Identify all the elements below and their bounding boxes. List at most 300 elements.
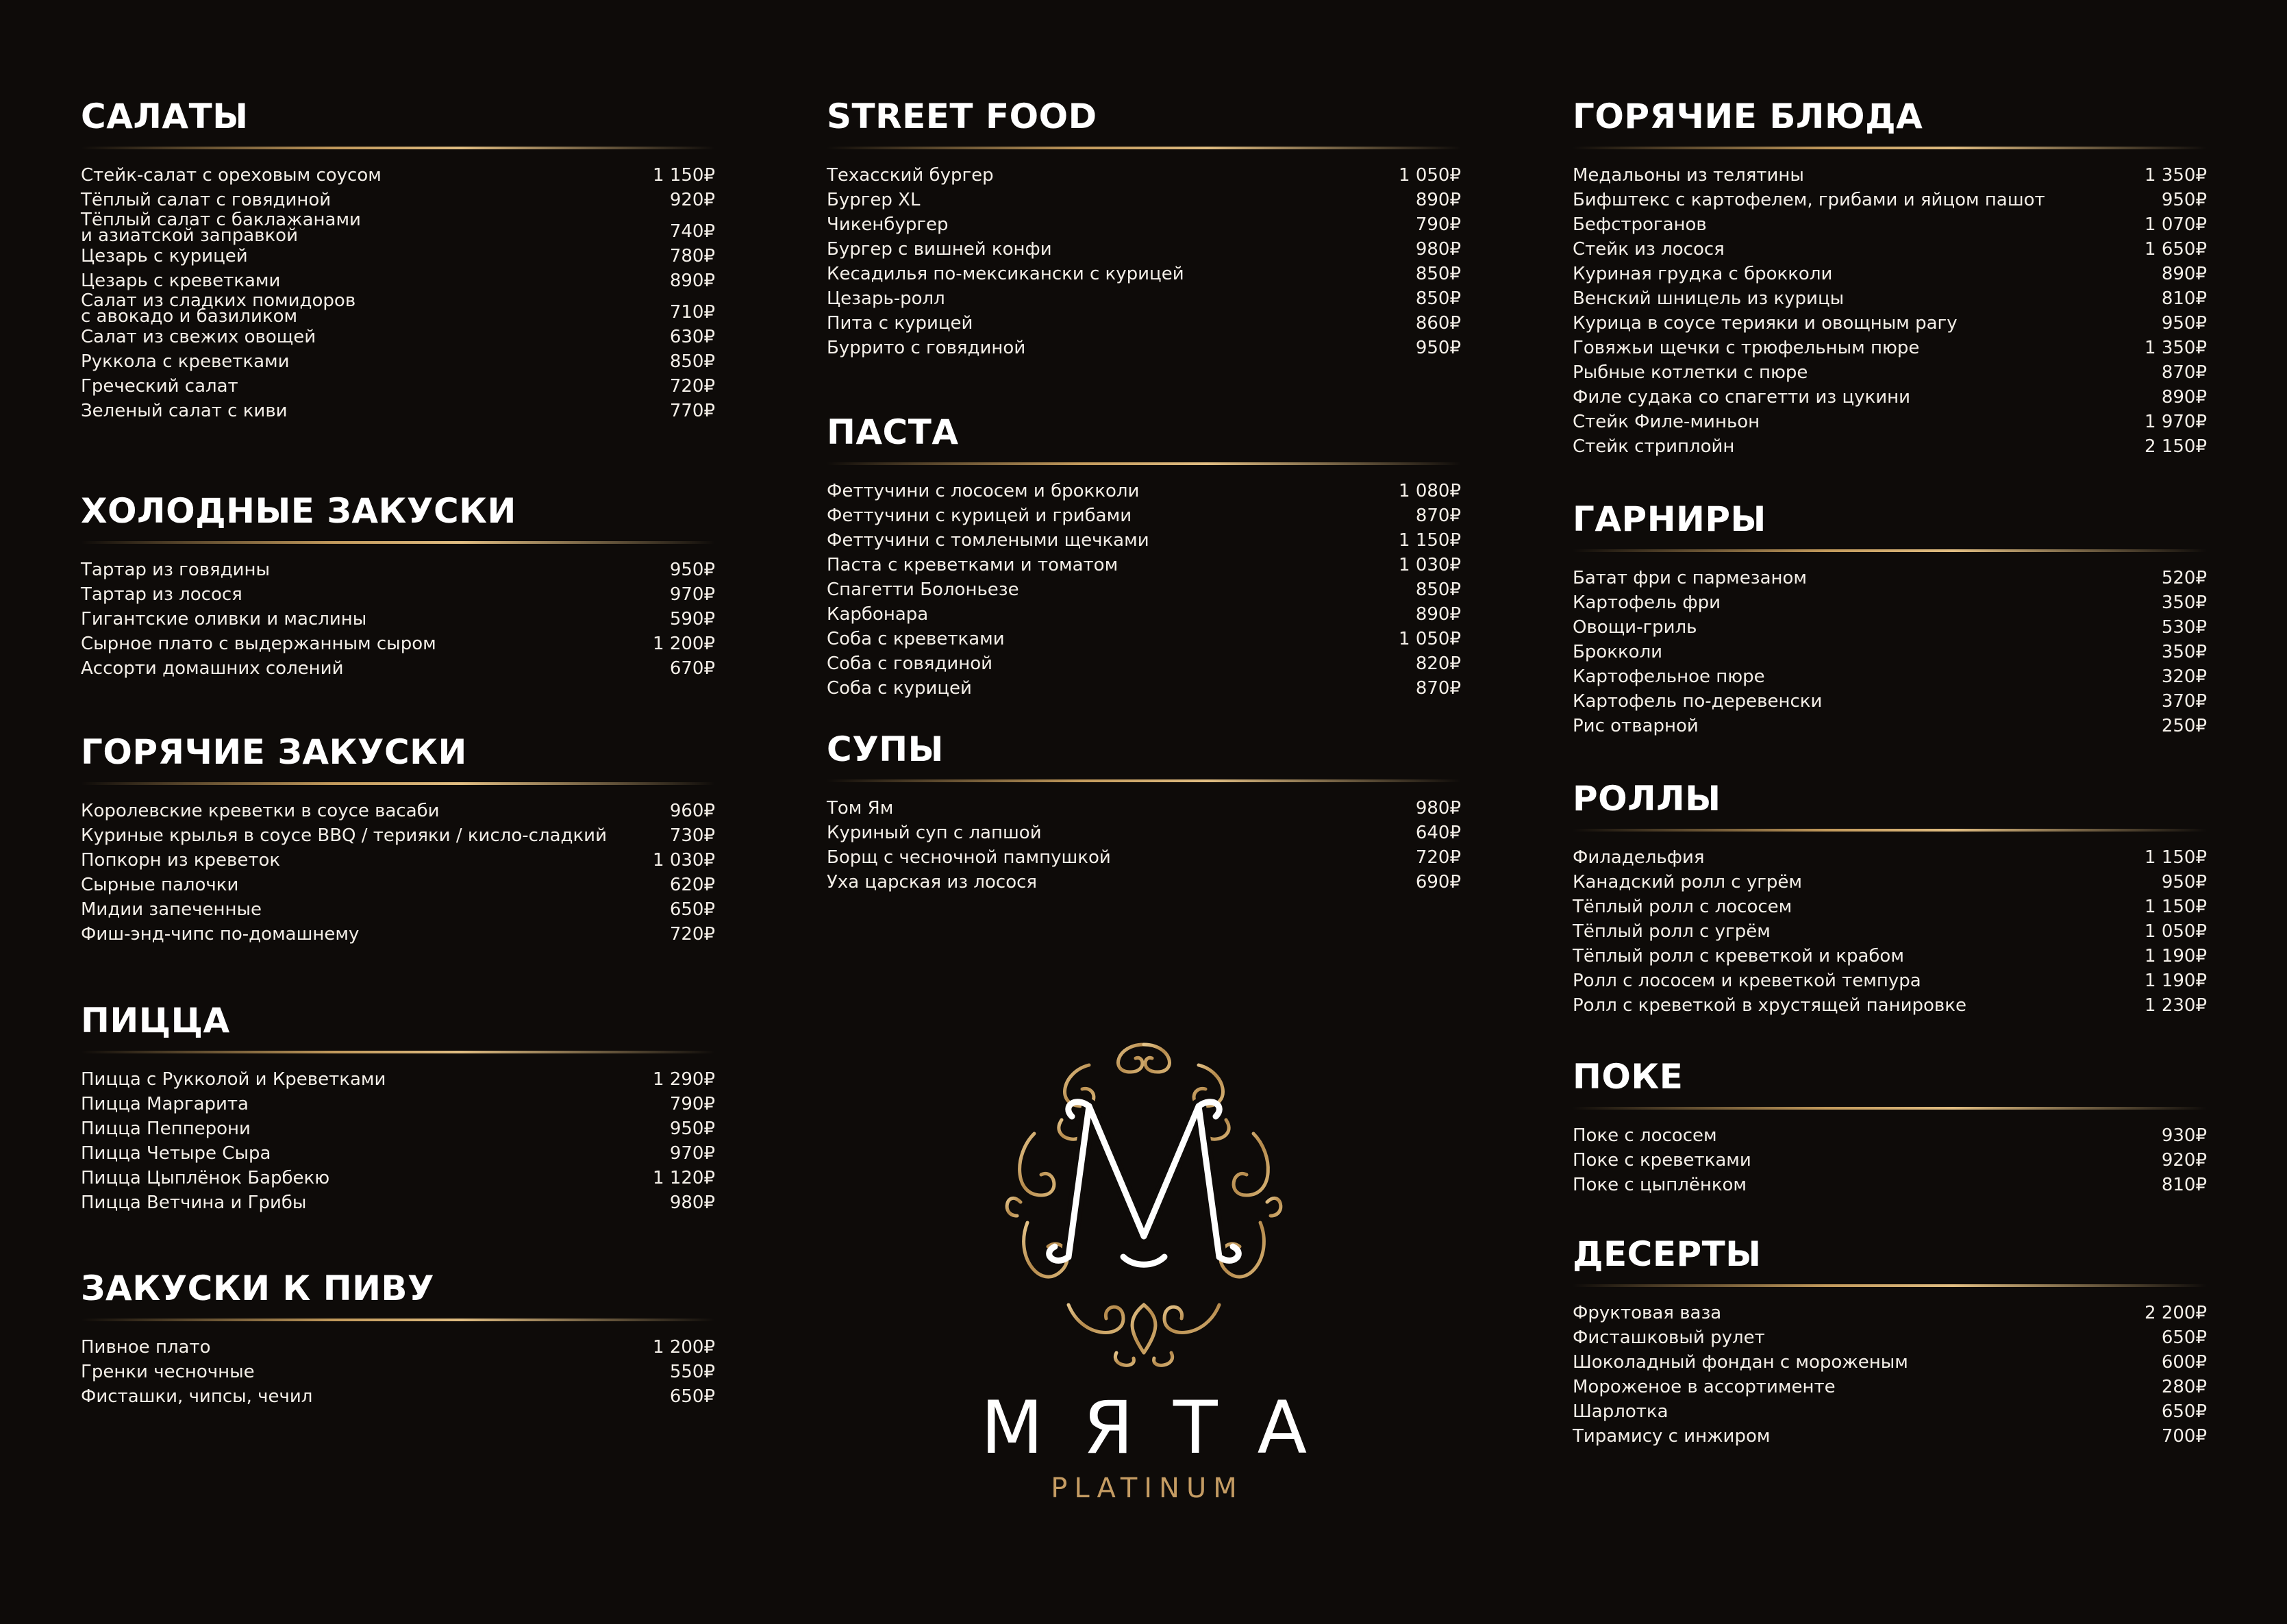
menu-item-price: 590₽ — [669, 609, 715, 629]
menu-item-price: 1 190₽ — [2145, 971, 2207, 991]
item-list — [827, 796, 1461, 895]
menu-item-price: 980₽ — [1415, 798, 1461, 819]
item-list — [1573, 566, 2207, 738]
item-list — [827, 163, 1461, 360]
menu-item-price: 520₽ — [2161, 568, 2207, 588]
section-cold-starters — [81, 490, 715, 681]
menu-item-price: 2 150₽ — [2145, 436, 2207, 457]
menu-item — [81, 244, 715, 268]
menu-item-price: 950₽ — [2161, 190, 2207, 210]
menu-item — [1573, 163, 2207, 188]
menu-item — [81, 188, 715, 212]
section-title: ГОРЯЧИЕ БЛЮДА — [1573, 97, 1923, 136]
menu-item-price: 1 350₽ — [2145, 338, 2207, 358]
menu-item — [1573, 993, 2207, 1018]
menu-item-name: Пицца Ветчина и Грибы — [81, 1192, 307, 1213]
item-list — [1573, 163, 2207, 459]
menu-item-price: 710₽ — [669, 302, 715, 323]
menu-item — [1573, 336, 2207, 360]
menu-item-name: Кесадилья по-мексикански с курицей — [827, 264, 1184, 284]
menu-item — [827, 821, 1461, 845]
menu-item-name: Гренки чесночные — [81, 1362, 255, 1382]
menu-item-price: 920₽ — [669, 190, 715, 210]
menu-item-name: Цезарь с креветками — [81, 271, 281, 291]
menu-item-price: 690₽ — [1415, 872, 1461, 892]
section-title: ГОРЯЧИЕ ЗАКУСКИ — [81, 732, 467, 772]
menu-item-price: 1 350₽ — [2145, 165, 2207, 186]
menu-item-name: Тёплый салат с баклажанами и азиатской заправкой — [81, 210, 361, 246]
menu-item-name: Пицца с Рукколой и Креветками — [81, 1069, 386, 1090]
menu-item-price: 1 230₽ — [2145, 995, 2207, 1016]
menu-item — [1573, 434, 2207, 459]
menu-item — [1573, 385, 2207, 410]
menu-item-name: Картофель по-деревенски — [1573, 691, 1823, 712]
menu-item-name: Буррито с говядиной — [827, 338, 1026, 358]
menu-item-name: Канадский ролл с угрём — [1573, 872, 1802, 892]
menu-item-price: 930₽ — [2161, 1125, 2207, 1146]
section-title: СУПЫ — [827, 729, 944, 769]
menu-item-name: Бургер XL — [827, 190, 921, 210]
menu-item-price: 650₽ — [669, 899, 715, 920]
menu-item-name: Цезарь с курицей — [81, 246, 248, 266]
gold-divider — [81, 1051, 715, 1053]
menu-item-name: Шоколадный фондан с мороженым — [1573, 1352, 1908, 1373]
menu-item-name: Стейк-салат с ореховым соусом — [81, 165, 382, 186]
section-title: САЛАТЫ — [81, 97, 249, 136]
brand-name: МЯТА — [980, 1386, 1347, 1470]
menu-item — [827, 212, 1461, 237]
menu-item-name: Медальоны из телятины — [1573, 165, 1804, 186]
menu-item — [81, 1116, 715, 1141]
menu-item — [81, 399, 715, 423]
menu-item — [827, 845, 1461, 870]
menu-item — [81, 1166, 715, 1190]
menu-item-name: Тёплый ролл с креветкой и крабом — [1573, 946, 1904, 966]
menu-item — [81, 349, 715, 374]
menu-item-name: Борщ с чесночной пампушкой — [827, 847, 1111, 868]
menu-item-price: 790₽ — [669, 1094, 715, 1114]
menu-item — [1573, 1123, 2207, 1148]
menu-item-name: Спагетти Болоньезе — [827, 579, 1019, 600]
menu-item-price: 820₽ — [1415, 653, 1461, 674]
menu-item — [827, 627, 1461, 651]
menu-item-name: Гигантские оливки и маслины — [81, 609, 367, 629]
menu-item — [827, 503, 1461, 528]
menu-item — [1573, 410, 2207, 434]
section-title: ДЕСЕРТЫ — [1573, 1234, 1762, 1274]
menu-item-price: 1 200₽ — [653, 1337, 715, 1358]
menu-item-price: 350₽ — [2161, 642, 2207, 662]
menu-item-price: 850₽ — [669, 351, 715, 372]
menu-item-name: Пицца Цыплёнок Барбекю — [81, 1168, 330, 1188]
menu-item-price: 970₽ — [669, 1143, 715, 1164]
menu-item-name: Цезарь-ролл — [827, 288, 945, 309]
menu-item-name: Салат из свежих овощей — [81, 327, 316, 347]
item-list — [81, 1335, 715, 1409]
menu-item-price: 1 150₽ — [1399, 530, 1461, 551]
menu-item-name: Фруктовая ваза — [1573, 1303, 1722, 1323]
menu-item-price: 970₽ — [669, 584, 715, 605]
menu-item-price: 1 050₽ — [1399, 165, 1461, 186]
menu-item — [827, 870, 1461, 895]
menu-item — [1573, 212, 2207, 237]
gold-divider — [81, 782, 715, 785]
menu-item-name: Стейк Филе-миньон — [1573, 412, 1760, 432]
menu-item — [81, 607, 715, 632]
menu-item-price: 890₽ — [2161, 387, 2207, 408]
section-title: РОЛЛЫ — [1573, 779, 1721, 819]
menu-item-price: 870₽ — [2161, 362, 2207, 383]
menu-item-name: Мидии запеченные — [81, 899, 262, 920]
gold-divider — [81, 1319, 715, 1321]
menu-item-name: Поке с креветками — [1573, 1150, 1751, 1171]
menu-item — [81, 212, 715, 244]
menu-item — [1573, 870, 2207, 895]
menu-item — [81, 290, 715, 327]
menu-item — [1573, 640, 2207, 664]
menu-item-price: 790₽ — [1415, 214, 1461, 235]
item-list — [81, 799, 715, 947]
section-pizza — [81, 1000, 715, 1215]
menu-item-name: Венский шницель из курицы — [1573, 288, 1845, 309]
menu-item-price: 1 050₽ — [2145, 921, 2207, 942]
menu-item-name: Тёплый ролл с лососем — [1573, 897, 1792, 917]
menu-item-price: 890₽ — [2161, 264, 2207, 284]
ornate-m-monogram-icon — [979, 1031, 1308, 1373]
menu-item — [81, 1335, 715, 1360]
menu-item — [1573, 1375, 2207, 1399]
menu-item — [1573, 1325, 2207, 1350]
item-list — [81, 1067, 715, 1215]
menu-item-name: Тёплый ролл с угрём — [1573, 921, 1771, 942]
menu-item-price: 1 120₽ — [653, 1168, 715, 1188]
section-hot-dishes — [1573, 96, 2207, 459]
menu-item — [81, 1092, 715, 1116]
menu-item-name: Ассорти домашних солений — [81, 658, 344, 679]
menu-item-name: Пицца Четыре Сыра — [81, 1143, 271, 1164]
menu-item-name: Курица в соусе терияки и овощным рагу — [1573, 313, 1958, 334]
menu-item — [1573, 188, 2207, 212]
menu-item — [827, 528, 1461, 553]
menu-item — [827, 479, 1461, 503]
menu-item-name: Руккола с креветками — [81, 351, 290, 372]
item-list — [1573, 1301, 2207, 1449]
menu-item-name: Пицца Пепперони — [81, 1119, 251, 1139]
menu-item-price: 1 050₽ — [1399, 629, 1461, 649]
menu-item — [827, 262, 1461, 286]
menu-item — [827, 651, 1461, 676]
section-rolls — [1573, 778, 2207, 1018]
gold-divider — [1573, 829, 2207, 832]
menu-item-price: 810₽ — [2161, 288, 2207, 309]
menu-item-price: 720₽ — [669, 376, 715, 397]
menu-item-price: 720₽ — [669, 924, 715, 945]
menu-item — [81, 799, 715, 823]
menu-item-price: 1 150₽ — [2145, 897, 2207, 917]
section-title: ХОЛОДНЫЕ ЗАКУСКИ — [81, 491, 516, 531]
menu-item — [827, 311, 1461, 336]
menu-item-price: 1 030₽ — [1399, 555, 1461, 575]
menu-item-name: Батат фри с пармезаном — [1573, 568, 1808, 588]
menu-item-price: 980₽ — [1415, 239, 1461, 260]
menu-item — [81, 582, 715, 607]
menu-item — [827, 336, 1461, 360]
menu-item-name: Феттучини с курицей и грибами — [827, 505, 1132, 526]
gold-divider — [1573, 1107, 2207, 1110]
section-hot-starters — [81, 732, 715, 947]
section-title: STREET FOOD — [827, 97, 1097, 136]
menu-item-name: Королевские креветки в соусе васаби — [81, 801, 440, 821]
menu-item — [1573, 360, 2207, 385]
menu-item-name: Соба с курицей — [827, 678, 972, 699]
menu-item-price: 1 150₽ — [2145, 847, 2207, 868]
menu-item — [1573, 714, 2207, 738]
menu-item-price: 280₽ — [2161, 1377, 2207, 1397]
menu-item-price: 620₽ — [669, 875, 715, 895]
menu-item — [1573, 1301, 2207, 1325]
section-street-food — [827, 96, 1461, 360]
menu-item — [827, 577, 1461, 602]
menu-item-price: 630₽ — [669, 327, 715, 347]
section-desserts — [1573, 1234, 2207, 1449]
section-sides — [1573, 499, 2207, 738]
menu-item-price: 950₽ — [669, 560, 715, 580]
menu-item — [81, 1384, 715, 1409]
menu-item-price: 320₽ — [2161, 666, 2207, 687]
menu-item-name: Чикенбургер — [827, 214, 949, 235]
menu-item-name: Уха царская из лосося — [827, 872, 1038, 892]
menu-item — [81, 897, 715, 922]
menu-item — [1573, 1148, 2207, 1173]
menu-item-name: Рыбные котлетки с пюре — [1573, 362, 1808, 383]
menu-item-price: 640₽ — [1415, 823, 1461, 843]
menu-item — [81, 1360, 715, 1384]
menu-item-price: 1 030₽ — [653, 850, 715, 871]
menu-item-price: 770₽ — [669, 401, 715, 421]
menu-item-name: Филадельфия — [1573, 847, 1705, 868]
menu-item-price: 850₽ — [1415, 288, 1461, 309]
menu-item — [1573, 689, 2207, 714]
menu-item — [81, 325, 715, 349]
menu-item-name: Тёплый салат с говядиной — [81, 190, 332, 210]
menu-item — [81, 558, 715, 582]
menu-item-name: Ролл с креветкой в хрустящей панировке — [1573, 995, 1966, 1016]
menu-item — [81, 632, 715, 656]
menu-item-name: Тартар из лосося — [81, 584, 242, 605]
menu-item-price: 950₽ — [1415, 338, 1461, 358]
menu-item-price: 890₽ — [1415, 604, 1461, 625]
menu-item-name: Тартар из говядины — [81, 560, 271, 580]
menu-item-price: 2 200₽ — [2145, 1303, 2207, 1323]
menu-item-name: Филе судака со спагетти из цукини — [1573, 387, 1911, 408]
menu-item-price: 720₽ — [1415, 847, 1461, 868]
menu-item — [1573, 1399, 2207, 1424]
menu-item-name: Фисташки, чипсы, чечил — [81, 1386, 313, 1407]
menu-item — [81, 656, 715, 681]
section-title: ГАРНИРЫ — [1573, 499, 1766, 539]
menu-item — [1573, 311, 2207, 336]
menu-item-name: Куриная грудка с брокколи — [1573, 264, 1833, 284]
menu-item-price: 1 650₽ — [2145, 239, 2207, 260]
menu-item-name: Том Ям — [827, 798, 894, 819]
menu-item-name: Куриные крылья в соусе BBQ / терияки / кисло-сладкий — [81, 825, 607, 846]
menu-item-price: 1 190₽ — [2145, 946, 2207, 966]
gold-divider — [81, 541, 715, 544]
menu-item-price: 1 200₽ — [653, 634, 715, 654]
menu-item — [81, 374, 715, 399]
menu-item — [827, 796, 1461, 821]
menu-item-price: 670₽ — [669, 658, 715, 679]
menu-item-price: 250₽ — [2161, 716, 2207, 736]
menu-item-name: Карбонара — [827, 604, 929, 625]
menu-item — [1573, 1424, 2207, 1449]
menu-item-price: 810₽ — [2161, 1175, 2207, 1195]
menu-item-name: Зеленый салат с киви — [81, 401, 288, 421]
menu-item-price: 950₽ — [2161, 872, 2207, 892]
section-title: ПИЦЦА — [81, 1001, 230, 1040]
menu-item-name: Пицца Маргарита — [81, 1094, 249, 1114]
menu-item — [827, 602, 1461, 627]
menu-item — [1573, 664, 2207, 689]
gold-divider — [81, 147, 715, 149]
section-title: ПАСТА — [827, 412, 959, 452]
item-list — [81, 558, 715, 681]
gold-divider — [827, 147, 1461, 149]
item-list — [81, 163, 715, 423]
menu-item-name: Соба с говядиной — [827, 653, 993, 674]
menu-item-name: Сырное плато с выдержанным сыром — [81, 634, 436, 654]
menu-item-name: Поке с лососем — [1573, 1125, 1717, 1146]
menu-item-price: 780₽ — [669, 246, 715, 266]
menu-item-name: Рис отварной — [1573, 716, 1699, 736]
menu-item-name: Пита с курицей — [827, 313, 973, 334]
menu-item — [81, 1141, 715, 1166]
menu-item — [1573, 615, 2207, 640]
menu-item-name: Бефстроганов — [1573, 214, 1707, 235]
menu-item-name: Салат из сладких помидоров с авокадо и базиликом — [81, 290, 356, 327]
menu-item-price: 870₽ — [1415, 505, 1461, 526]
menu-item-price: 850₽ — [1415, 579, 1461, 600]
menu-item — [1573, 845, 2207, 870]
menu-item-name: Пивное плато — [81, 1337, 211, 1358]
menu-item-name: Брокколи — [1573, 642, 1663, 662]
menu-item — [1573, 262, 2207, 286]
menu-item-price: 730₽ — [669, 825, 715, 846]
section-beer-snacks — [81, 1268, 715, 1409]
menu-item — [1573, 286, 2207, 311]
gold-divider — [1573, 549, 2207, 552]
section-soups — [827, 729, 1461, 895]
menu-item — [81, 922, 715, 947]
brand-subtitle: PLATINUM — [1051, 1473, 1244, 1504]
menu-item — [827, 553, 1461, 577]
menu-item-price: 1 290₽ — [653, 1069, 715, 1090]
item-list — [1573, 1123, 2207, 1197]
menu-item-name: Феттучини с лососем и брокколи — [827, 481, 1140, 501]
menu-item-price: 950₽ — [2161, 313, 2207, 334]
menu-item-name: Ролл с лососем и креветкой темпура — [1573, 971, 1921, 991]
menu-item-name: Мороженое в ассортименте — [1573, 1377, 1836, 1397]
menu-item-price: 350₽ — [2161, 592, 2207, 613]
menu-item-name: Паста с креветками и томатом — [827, 555, 1118, 575]
menu-item-name: Куриный суп с лапшой — [827, 823, 1042, 843]
menu-item — [827, 163, 1461, 188]
section-title: ЗАКУСКИ К ПИВУ — [81, 1269, 435, 1308]
menu-item — [1573, 919, 2207, 944]
menu-item-name: Овощи-гриль — [1573, 617, 1697, 638]
menu-item — [81, 268, 715, 293]
menu-item — [827, 237, 1461, 262]
menu-item-price: 850₽ — [1415, 264, 1461, 284]
menu-item-name: Фисташковый рулет — [1573, 1327, 1765, 1348]
menu-item-name: Попкорн из креветок — [81, 850, 281, 871]
menu-item-name: Картофель фри — [1573, 592, 1721, 613]
menu-item — [1573, 944, 2207, 969]
menu-item — [1573, 590, 2207, 615]
section-title: ПОКЕ — [1573, 1057, 1684, 1097]
gold-divider — [1573, 147, 2207, 149]
menu-item-price: 890₽ — [669, 271, 715, 291]
menu-item-price: 890₽ — [1415, 190, 1461, 210]
item-list — [827, 479, 1461, 701]
menu-item-name: Сырные палочки — [81, 875, 239, 895]
menu-item-name: Бифштекс с картофелем, грибами и яйцом пашот — [1573, 190, 2045, 210]
menu-item-price: 650₽ — [2161, 1401, 2207, 1422]
menu-item — [1573, 237, 2207, 262]
menu-item-name: Картофельное пюре — [1573, 666, 1765, 687]
menu-item-name: Поке с цыплёнком — [1573, 1175, 1747, 1195]
menu-item-name: Техасский бургер — [827, 165, 994, 186]
menu-item-name: Говяжьи щечки с трюфельным пюре — [1573, 338, 1920, 358]
section-poke — [1573, 1056, 2207, 1197]
menu-item — [81, 1067, 715, 1092]
section-salads — [81, 96, 715, 423]
menu-item-name: Греческий салат — [81, 376, 238, 397]
menu-item-price: 650₽ — [2161, 1327, 2207, 1348]
menu-item-name: Тирамису с инжиром — [1573, 1426, 1771, 1447]
gold-divider — [1573, 1284, 2207, 1287]
menu-item-name: Феттучини с томлеными щечками — [827, 530, 1149, 551]
gold-divider — [827, 462, 1461, 465]
menu-item-price: 370₽ — [2161, 691, 2207, 712]
menu-item — [81, 1190, 715, 1215]
menu-item-name: Бургер с вишней конфи — [827, 239, 1052, 260]
menu-item — [1573, 1173, 2207, 1197]
gold-divider — [827, 779, 1461, 782]
menu-item — [827, 188, 1461, 212]
menu-item-price: 550₽ — [669, 1362, 715, 1382]
menu-item-price: 1 970₽ — [2145, 412, 2207, 432]
section-pasta — [827, 412, 1461, 701]
menu-item-price: 980₽ — [669, 1192, 715, 1213]
menu-item-name: Стейк стриплойн — [1573, 436, 1735, 457]
menu-item-price: 870₽ — [1415, 678, 1461, 699]
item-list — [1573, 845, 2207, 1018]
menu-item-name: Соба с креветками — [827, 629, 1005, 649]
menu-item — [1573, 969, 2207, 993]
menu-item — [1573, 1350, 2207, 1375]
menu-item — [81, 848, 715, 873]
menu-item-name: Фиш-энд-чипс по-домашнему — [81, 924, 360, 945]
menu-item-price: 600₽ — [2161, 1352, 2207, 1373]
menu-item — [1573, 895, 2207, 919]
menu-item-price: 920₽ — [2161, 1150, 2207, 1171]
menu-item-price: 860₽ — [1415, 313, 1461, 334]
menu-item-price: 530₽ — [2161, 617, 2207, 638]
menu-item-price: 740₽ — [669, 221, 715, 242]
menu-item — [81, 873, 715, 897]
menu-item — [827, 676, 1461, 701]
